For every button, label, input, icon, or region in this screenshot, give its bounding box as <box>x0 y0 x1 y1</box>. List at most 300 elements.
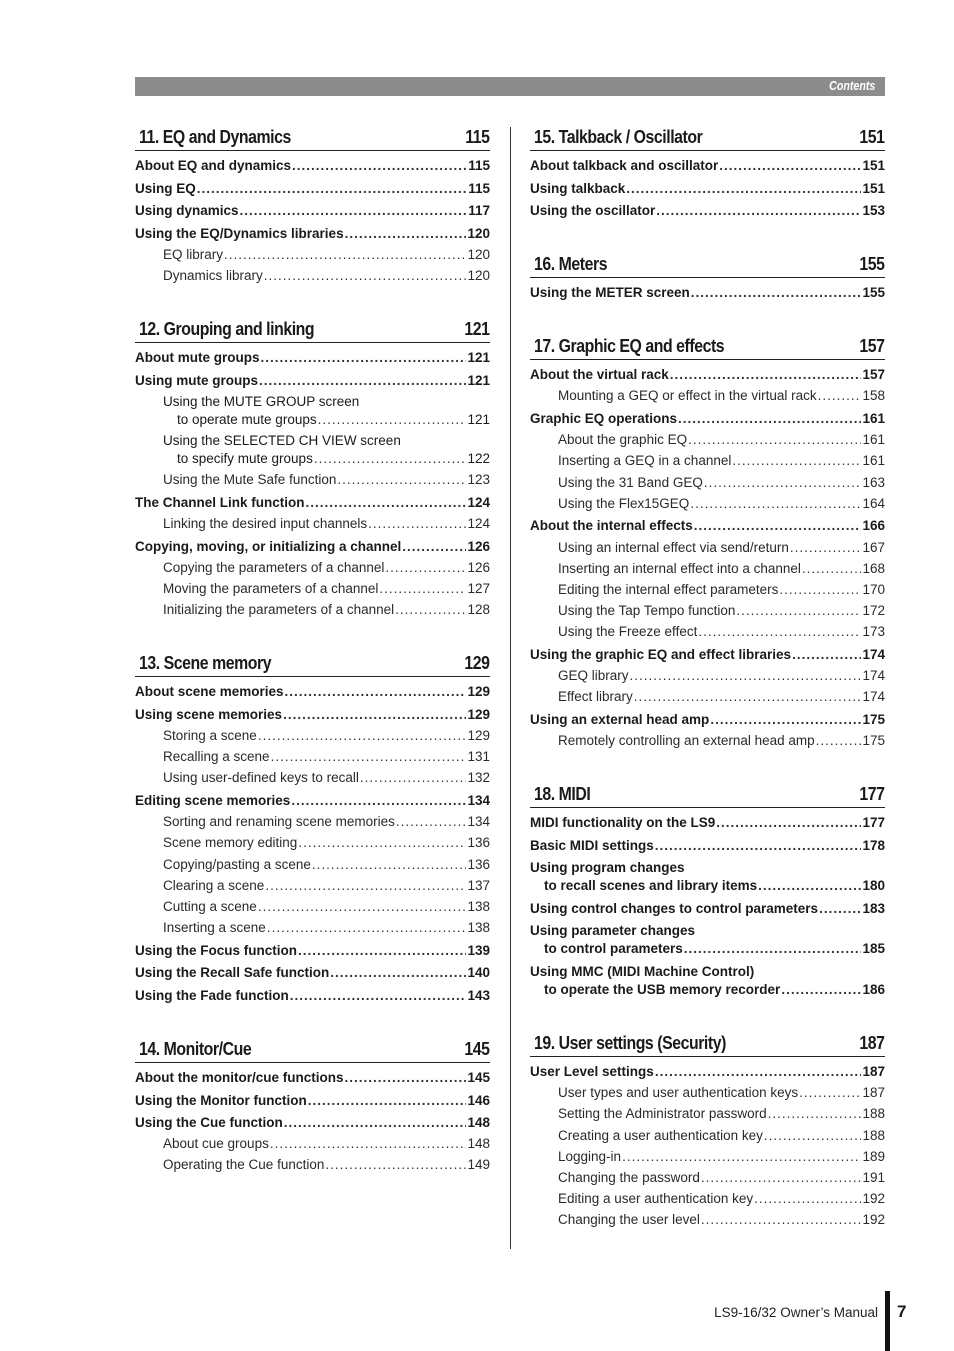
section-heading[interactable] <box>530 777 885 808</box>
toc-entry-label: Inserting a GEQ in a channel <box>558 453 732 469</box>
toc-entry-label: Using EQ <box>135 180 196 196</box>
toc-entry[interactable] <box>135 538 490 555</box>
section-title: 15. Talkback / Oscillator <box>534 127 703 147</box>
toc-entry-page: 146 <box>467 1092 490 1108</box>
dot-leader <box>630 667 862 684</box>
toc-entry-label: EQ library <box>163 246 224 262</box>
toc-subentry[interactable] <box>530 1127 885 1144</box>
toc-entry-label: Recalling a scene <box>163 749 270 765</box>
header-title: Contents <box>828 78 875 93</box>
toc-entry-page: 136 <box>467 835 490 851</box>
toc-section <box>530 120 885 219</box>
toc-entry[interactable] <box>135 180 490 197</box>
footer-bar <box>885 1291 890 1351</box>
toc-entry-page: 137 <box>467 877 490 893</box>
toc-entry[interactable] <box>530 814 885 831</box>
dot-leader <box>698 623 861 640</box>
toc-entry[interactable] <box>135 987 490 1004</box>
toc-entry-page: 183 <box>862 900 885 916</box>
toc-subentry[interactable] <box>135 834 490 851</box>
toc-entry-page: 151 <box>862 180 885 196</box>
toc-entry[interactable] <box>135 792 490 809</box>
toc-section <box>135 312 490 618</box>
dot-leader <box>799 1084 861 1101</box>
toc-entry-label: Using the 31 Band GEQ <box>558 474 703 490</box>
section-heading[interactable] <box>135 646 490 677</box>
toc-entry-page: 163 <box>862 474 885 490</box>
toc-subentry[interactable] <box>530 1190 885 1207</box>
dot-leader <box>325 1156 466 1173</box>
toc-entry-page: 191 <box>862 1169 885 1185</box>
dot-leader <box>792 646 861 663</box>
toc-subentry[interactable] <box>135 601 490 618</box>
dot-leader <box>732 452 861 469</box>
toc-entry[interactable] <box>530 900 885 917</box>
toc-entry-label: Copying the parameters of a channel <box>163 559 385 575</box>
toc-entry-page: 161 <box>862 410 885 426</box>
dot-leader <box>258 898 467 915</box>
toc-entry-page: 132 <box>467 770 490 786</box>
toc-entry[interactable] <box>135 942 490 959</box>
dot-leader <box>701 1211 862 1228</box>
toc-entry[interactable] <box>530 981 885 998</box>
toc-entry-page: 187 <box>862 1063 885 1079</box>
toc-entry-label: About the internal effects <box>530 518 693 534</box>
dot-leader <box>270 1135 467 1152</box>
dot-leader <box>298 942 466 959</box>
toc-entry-page: 151 <box>862 158 885 173</box>
dot-leader <box>284 1114 467 1131</box>
toc-entry-page: 126 <box>467 538 490 554</box>
toc-entry[interactable] <box>135 225 490 242</box>
toc-entry-page: 143 <box>467 987 490 1003</box>
toc-subentry[interactable] <box>530 581 885 598</box>
dot-leader <box>306 494 467 511</box>
toc-subentry[interactable] <box>135 856 490 873</box>
toc-entry-page: 121 <box>467 411 490 427</box>
toc-entry-multiline[interactable] <box>530 859 885 894</box>
section-heading[interactable] <box>530 120 885 151</box>
toc-entry[interactable] <box>135 706 490 723</box>
dot-leader <box>655 1063 862 1080</box>
dot-leader <box>258 727 467 744</box>
toc-entry-page: 170 <box>862 581 885 597</box>
toc-entry-page: 131 <box>467 749 490 765</box>
dot-leader <box>240 202 468 219</box>
section-heading[interactable] <box>530 329 885 360</box>
section-title: 16. Meters <box>534 254 608 275</box>
dot-leader <box>701 1169 862 1186</box>
toc-entry[interactable] <box>135 1069 490 1086</box>
section-gap <box>530 998 885 1026</box>
toc-entry-label: Clearing a scene <box>163 877 265 893</box>
dot-leader <box>308 1092 467 1109</box>
toc-entry-label: Using talkback <box>530 180 626 196</box>
footer-manual-title: LS9-16/32 Owner’s Manual <box>714 1305 878 1320</box>
toc-entry-label: Using the EQ/Dynamics libraries <box>135 225 344 241</box>
toc-entry-label: to operate the USB memory recorder <box>544 981 781 997</box>
toc-subentry[interactable] <box>530 1211 885 1228</box>
toc-entry-page: 192 <box>862 1212 885 1228</box>
dot-leader <box>626 180 861 197</box>
toc-entry-page: 149 <box>467 1157 490 1173</box>
toc-entry-label: Using the oscillator <box>530 203 656 219</box>
dot-leader <box>290 987 467 1004</box>
dot-leader <box>318 411 467 428</box>
dot-leader <box>385 559 466 576</box>
dot-leader <box>337 471 466 488</box>
toc-entry-page: 124 <box>467 494 490 510</box>
dot-leader <box>283 706 466 723</box>
toc-entry-label: About EQ and dynamics <box>135 158 292 173</box>
toc-entry-page: 128 <box>467 602 490 618</box>
toc-entry-label: About the virtual rack <box>530 367 669 383</box>
section-title: 17. Graphic EQ and effects <box>534 336 725 357</box>
toc-entry-page: 121 <box>467 350 490 366</box>
toc-entry-page: 174 <box>862 668 885 684</box>
toc-entry-page: 187 <box>862 1085 885 1101</box>
section-title: 12. Grouping and linking <box>139 319 315 340</box>
toc-subentry[interactable] <box>530 732 885 749</box>
toc-entry-label: User types and user authentication keys <box>558 1085 799 1101</box>
toc-entry-page: 145 <box>467 1069 490 1085</box>
toc-entry-page: 120 <box>467 225 490 241</box>
toc-entry-page: 120 <box>467 268 490 284</box>
toc-subentry[interactable] <box>135 580 490 597</box>
dot-leader <box>267 919 467 936</box>
section-page: 145 <box>464 1038 490 1059</box>
toc-entry[interactable] <box>530 517 885 534</box>
toc-entry-page: 166 <box>862 518 885 534</box>
toc-subentry[interactable] <box>135 1156 490 1173</box>
dot-leader <box>818 387 862 404</box>
dot-leader <box>285 683 467 700</box>
toc-entry-label: Changing the password <box>558 1169 700 1185</box>
toc-entry-label: Using the Tap Tempo function <box>558 603 736 619</box>
dot-leader <box>271 748 467 765</box>
dot-leader <box>265 877 466 894</box>
toc-entry[interactable] <box>530 877 885 894</box>
toc-subentry[interactable] <box>530 1169 885 1186</box>
toc-entry-label: Graphic EQ operations <box>530 410 678 426</box>
section-heading[interactable] <box>530 1026 885 1057</box>
section-heading[interactable] <box>530 247 885 278</box>
toc-subentry[interactable] <box>135 769 490 786</box>
section-title: 19. User settings (Security) <box>534 1032 726 1053</box>
toc-entry-label: Basic MIDI settings <box>530 837 654 853</box>
dot-leader <box>754 1190 861 1207</box>
toc-entry-page: 124 <box>467 516 490 532</box>
dot-leader <box>402 538 466 555</box>
toc-entry[interactable] <box>135 683 490 700</box>
toc-entry-label: The Channel Link function <box>135 494 305 510</box>
toc-subentry[interactable] <box>135 559 490 576</box>
toc-entry[interactable] <box>530 1063 885 1080</box>
section-title: 18. MIDI <box>534 784 591 804</box>
toc-entry-page: 157 <box>862 367 885 383</box>
dot-leader <box>670 366 862 383</box>
toc-entry-label: Moving the parameters of a channel <box>163 581 379 597</box>
toc-entry-page: 115 <box>468 180 490 196</box>
toc-entry-label: User Level settings <box>530 1063 654 1079</box>
toc-entry-multiline[interactable] <box>530 922 885 957</box>
dot-leader <box>690 495 861 512</box>
toc-subentry[interactable] <box>135 813 490 830</box>
toc-entry-label: About mute groups <box>135 350 260 366</box>
toc-subentry[interactable] <box>530 1084 885 1101</box>
toc-entry-label: Using the graphic EQ and effect libraries <box>530 646 792 662</box>
toc-entry-label: Editing scene memories <box>135 793 291 808</box>
dot-leader <box>360 769 467 786</box>
toc-entry-page: 126 <box>467 559 490 575</box>
toc-subentry[interactable] <box>135 246 490 263</box>
toc-entry-label: to operate mute groups <box>177 411 317 427</box>
toc-entry-page: 174 <box>862 689 885 705</box>
page-number: 7 <box>897 1302 907 1321</box>
toc-entry-label: Remotely controlling an external head amp <box>558 733 815 748</box>
toc-entry-page: 178 <box>862 837 885 853</box>
toc-entry-label: Effect library <box>558 689 633 705</box>
toc-entry-multiline[interactable] <box>530 963 885 998</box>
toc-entry-label-line1: Using the SELECTED CH VIEW screen <box>163 433 401 449</box>
toc-subentry[interactable] <box>530 560 885 577</box>
section-gap <box>135 618 490 646</box>
toc-entry[interactable] <box>135 372 490 389</box>
toc-subentry[interactable] <box>530 602 885 619</box>
toc-entry-page: 177 <box>862 815 885 830</box>
toc-entry-label: About the monitor/cue functions <box>135 1069 344 1085</box>
toc-entry-label: Using control changes to control parameters <box>530 900 819 916</box>
toc-section <box>135 120 490 284</box>
toc-entry-label: Initializing the parameters of a channel <box>163 602 395 618</box>
toc-subentry[interactable] <box>135 919 490 936</box>
section-heading[interactable] <box>135 1032 490 1063</box>
toc-entry-label: to control parameters <box>544 941 683 957</box>
section-title: 13. Scene memory <box>139 653 272 674</box>
toc-subentry[interactable] <box>530 539 885 556</box>
dot-leader <box>790 539 862 556</box>
toc-entry-page: 161 <box>862 453 885 469</box>
column-divider <box>510 127 511 1249</box>
toc-subentry[interactable] <box>530 495 885 512</box>
toc-entry-page: 140 <box>467 965 490 981</box>
toc-entry-label: MIDI functionality on the LS9 <box>530 815 716 830</box>
toc-section <box>135 646 490 1004</box>
dot-leader <box>622 1148 861 1165</box>
toc-entry[interactable] <box>135 1092 490 1109</box>
toc-entry-label: Inserting an internal effect into a channel <box>558 560 801 576</box>
toc-entry-page: 180 <box>862 878 885 894</box>
section-heading[interactable] <box>135 120 490 151</box>
toc-section <box>530 329 885 749</box>
toc-entry[interactable] <box>135 494 490 511</box>
toc-entry-label: Storing a scene <box>163 728 257 744</box>
toc-entry[interactable] <box>530 837 885 854</box>
toc-entry-page: 129 <box>467 684 490 700</box>
toc-entry-page: 139 <box>467 942 490 958</box>
toc-entry-label: Using the Focus function <box>135 942 297 958</box>
dot-leader <box>197 180 467 197</box>
section-gap <box>135 1004 490 1032</box>
dot-leader <box>345 1069 467 1086</box>
toc-entry[interactable] <box>530 940 885 957</box>
toc-entry[interactable] <box>530 410 885 427</box>
toc-entry-label: Linking the desired input channels <box>163 516 368 532</box>
toc-entry-page: 158 <box>862 388 885 404</box>
toc-entry-label: Using mute groups <box>135 372 259 388</box>
toc-entry-page: 175 <box>862 711 885 727</box>
toc-entry-page: 134 <box>467 814 490 830</box>
toc-entry-page: 188 <box>862 1127 885 1143</box>
toc-entry-label: Sorting and renaming scene memories <box>163 814 395 830</box>
toc-subentry[interactable] <box>135 471 490 488</box>
section-heading[interactable] <box>135 312 490 343</box>
toc-entry[interactable] <box>530 711 885 728</box>
toc-entry-label: Editing a user authentication key <box>558 1191 754 1207</box>
toc-subentry[interactable] <box>530 474 885 491</box>
toc-entry-label: Copying/pasting a scene <box>163 856 311 872</box>
dot-leader <box>691 284 862 301</box>
toc-entry-label: Scene memory editing <box>163 835 298 851</box>
toc-entry-label: Using the Monitor function <box>135 1092 307 1108</box>
toc-entry-page: 120 <box>467 246 490 262</box>
toc-entry-label-line1: Using parameter changes <box>530 923 696 939</box>
toc-subentry[interactable] <box>530 387 885 404</box>
section-page: 121 <box>464 319 490 340</box>
section-gap <box>530 219 885 247</box>
toc-entry-page: 117 <box>468 203 490 219</box>
toc-entry-page: 148 <box>467 1136 490 1152</box>
dot-leader <box>816 732 862 749</box>
toc-section <box>530 1026 885 1228</box>
toc-entry-label: Operating the Cue function <box>163 1157 325 1173</box>
toc-entry-page: 185 <box>862 941 885 957</box>
toc-entry[interactable] <box>135 349 490 366</box>
dot-leader <box>819 900 861 917</box>
toc-subentry[interactable] <box>530 431 885 448</box>
toc-entry[interactable] <box>530 157 885 174</box>
toc-entry[interactable] <box>530 284 885 301</box>
header-bar <box>135 77 885 96</box>
toc-subentry[interactable] <box>163 411 490 428</box>
toc-subentry[interactable] <box>135 1135 490 1152</box>
toc-entry-page: 138 <box>467 920 490 936</box>
toc-entry-label: Copying, moving, or initializing a channel <box>135 538 402 554</box>
dot-leader <box>656 202 861 219</box>
dot-leader <box>688 431 861 448</box>
toc-entry-label: Using the Flex15GEQ <box>558 495 690 511</box>
dot-leader <box>345 225 467 242</box>
toc-entry-page: 174 <box>862 646 885 662</box>
dot-leader <box>379 580 466 597</box>
toc-entry-multiline[interactable] <box>135 393 490 428</box>
toc-entry-page: 123 <box>467 472 490 488</box>
toc-subentry[interactable] <box>530 667 885 684</box>
toc-entry[interactable] <box>530 366 885 383</box>
toc-entry[interactable] <box>135 157 490 174</box>
toc-entry-label: Using the Fade function <box>135 987 289 1003</box>
dot-leader <box>330 964 466 981</box>
toc-column-left <box>135 120 490 1173</box>
toc-entry-page: 127 <box>467 581 490 597</box>
toc-entry[interactable] <box>530 180 885 197</box>
toc-entry-label: About talkback and oscillator <box>530 158 719 173</box>
toc-entry-label-line1: Using program changes <box>530 860 685 876</box>
section-page: 129 <box>464 653 490 674</box>
toc-entry-page: 138 <box>467 898 490 914</box>
dot-leader <box>291 792 466 809</box>
toc-subentry[interactable] <box>135 267 490 284</box>
toc-subentry[interactable] <box>530 623 885 640</box>
toc-entry-label-line1: Using the MUTE GROUP screen <box>163 393 360 409</box>
toc-entry-page: 172 <box>862 603 885 619</box>
toc-entry-multiline[interactable] <box>135 432 490 467</box>
dot-leader <box>368 515 466 532</box>
toc-entry[interactable] <box>135 202 490 219</box>
dot-leader <box>694 517 862 534</box>
toc-entry-page: 188 <box>862 1106 885 1122</box>
toc-subentry[interactable] <box>135 515 490 532</box>
dot-leader <box>396 813 467 830</box>
toc-entry-page: 122 <box>467 451 490 467</box>
toc-entry[interactable] <box>530 202 885 219</box>
toc-subentry[interactable] <box>135 898 490 915</box>
section-gap <box>530 301 885 329</box>
toc-entry-page: 153 <box>862 203 885 219</box>
toc-entry-label: Setting the Administrator password <box>558 1106 767 1122</box>
toc-entry-label-line1: Using MMC (MIDI Machine Control) <box>530 963 755 979</box>
dot-leader <box>781 981 861 998</box>
dot-leader <box>758 877 861 894</box>
toc-entry-label: Using an internal effect via send/return <box>558 539 789 555</box>
toc-entry-label: Using scene memories <box>135 706 283 722</box>
toc-column-right <box>530 120 885 1228</box>
toc-entry-page: 134 <box>467 793 490 808</box>
dot-leader <box>736 602 861 619</box>
toc-entry[interactable] <box>135 964 490 981</box>
toc-subentry[interactable] <box>135 748 490 765</box>
toc-entry[interactable] <box>135 1114 490 1131</box>
dot-leader <box>719 157 861 174</box>
toc-entry-label: About cue groups <box>163 1136 269 1152</box>
section-gap <box>135 284 490 312</box>
section-title: 11. EQ and Dynamics <box>139 127 291 147</box>
toc-subentry[interactable] <box>135 877 490 894</box>
dot-leader <box>634 688 862 705</box>
toc-entry-label: Dynamics library <box>163 268 263 284</box>
toc-subentry[interactable] <box>530 1148 885 1165</box>
toc-entry-label: Using user-defined keys to recall <box>163 770 359 786</box>
toc-subentry[interactable] <box>135 727 490 744</box>
toc-entry-page: 129 <box>467 706 490 722</box>
toc-entry-label: Creating a user authentication key <box>558 1127 763 1143</box>
toc-subentry[interactable] <box>530 1105 885 1122</box>
toc-entry-label: Mounting a GEQ or effect in the virtual rack <box>558 388 817 404</box>
toc-subentry[interactable] <box>530 688 885 705</box>
section-page: 155 <box>859 254 885 275</box>
toc-entry-page: 189 <box>862 1148 885 1164</box>
toc-entry-label: Using dynamics <box>135 203 239 219</box>
toc-entry-label: Changing the user level <box>558 1212 700 1228</box>
toc-entry-page: 115 <box>468 158 490 173</box>
toc-subentry[interactable] <box>163 450 490 467</box>
toc-entry-page: 192 <box>862 1191 885 1207</box>
section-gap <box>530 749 885 777</box>
toc-entry-label: Using the Recall Safe function <box>135 965 330 981</box>
toc-subentry[interactable] <box>530 452 885 469</box>
dot-leader <box>259 372 466 389</box>
toc-entry[interactable] <box>530 646 885 663</box>
